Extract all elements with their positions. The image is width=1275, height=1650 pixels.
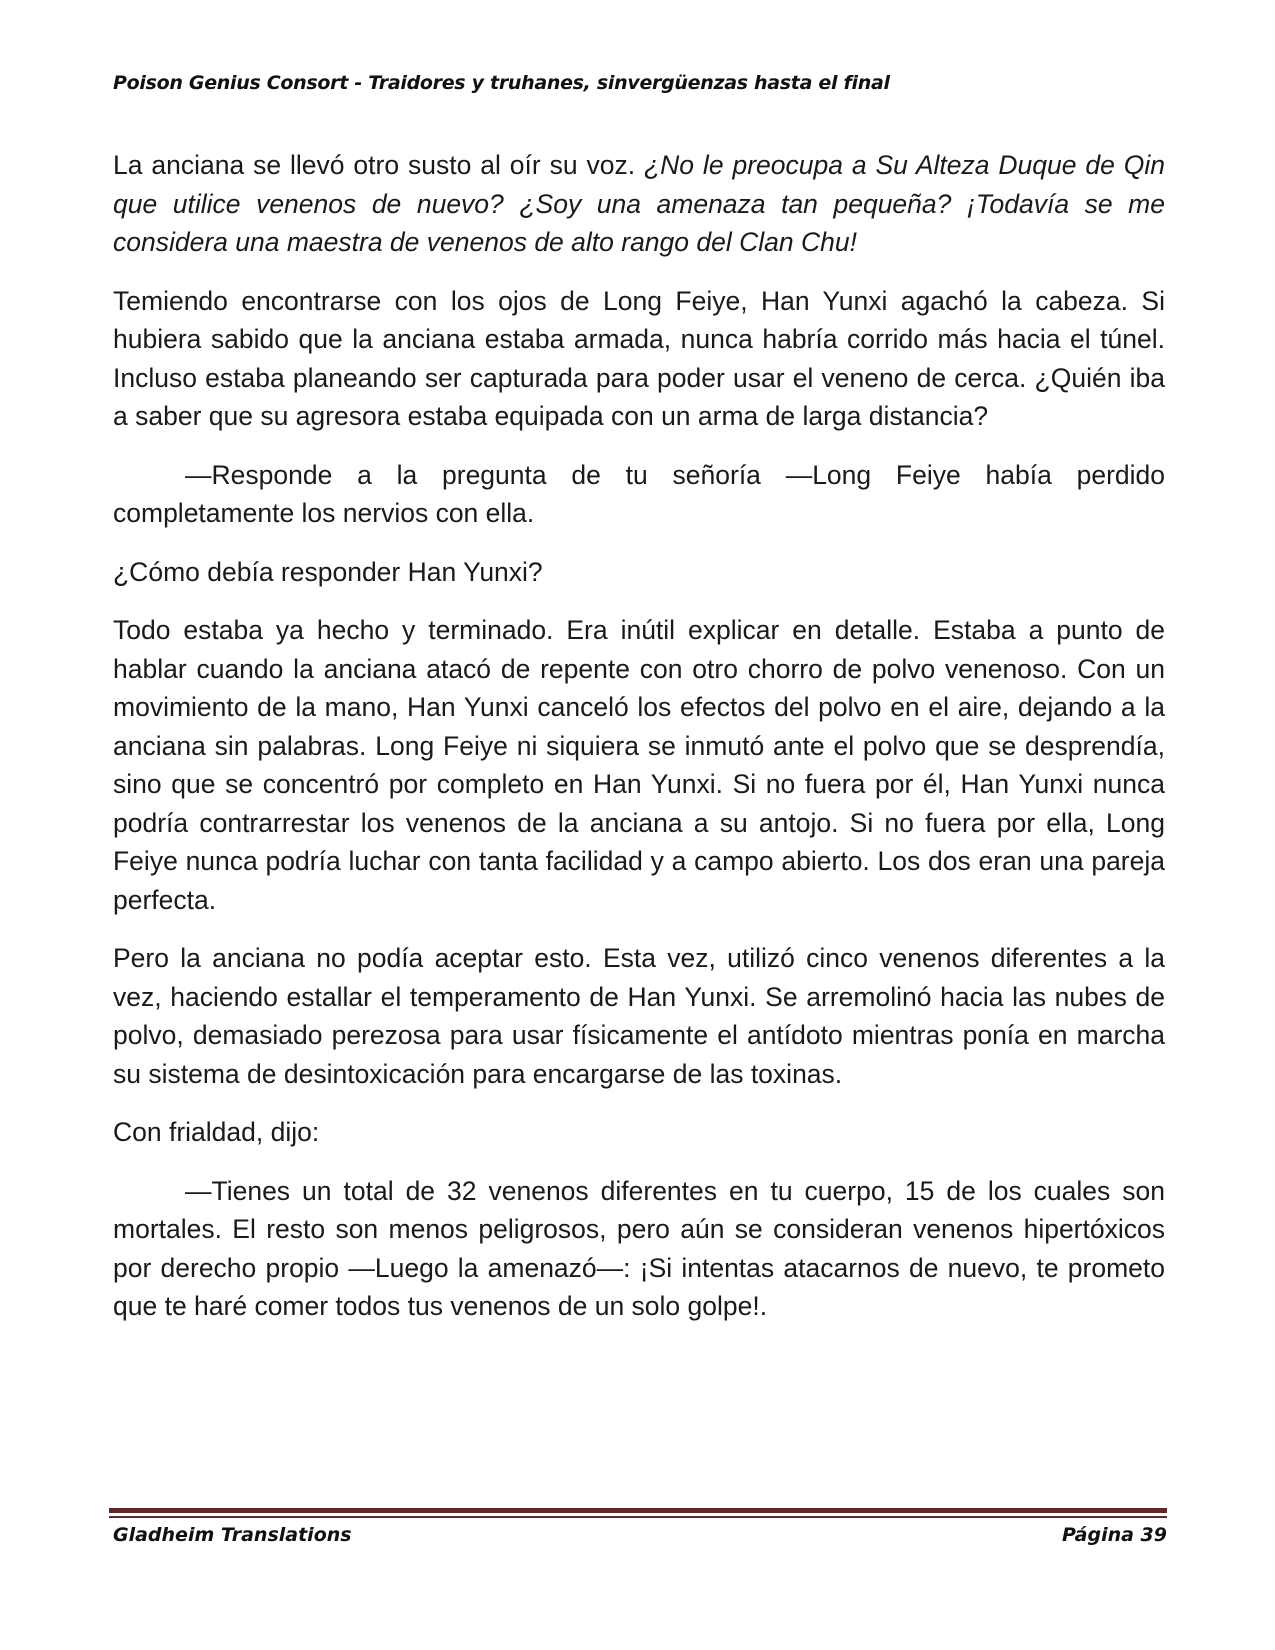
page-body [113, 146, 1165, 1346]
paragraph-7: Con frialdad, dijo: [113, 1117, 320, 1147]
paragraph-1 [113, 146, 1165, 262]
footer-page-number: Página 39 [1061, 1524, 1167, 1546]
paragraph-2: Temiendo encontrarse con los ojos de Long Feiye, Han Yunxi agachó la cabeza. Si hubiera sabido que la anciana estaba armada, nunca habría corrido más hacia el túnel. Incluso estaba planeando ser capturada para poder usar el veneno de cerca. ¿Quién iba a saber que su agresora estaba equipada con un arma de larga distancia? [113, 285, 1165, 431]
paragraph-5: Todo estaba ya hecho y terminado. Era inútil explicar en detalle. Estaba a punto de hablar cuando la anciana atacó de repente con otro chorro de polvo venenoso. Con un movimiento de la mano, Han Yunxi canceló los efectos del polvo en el aire, dejando a la anciana sin palabras. Long Feiye ni siquiera se inmutó ante el polvo que se desprendía, sino que se concentró por completo en Han Yunxi. Si no fuera por él, Han Yunxi nunca podría contrarrestar los venenos de la anciana a su antojo. Si no fuera por ella, Long Feiye nunca podría luchar con tanta facilidad y a campo abierto. Los dos eran una pareja perfecta. [113, 615, 1165, 915]
paragraph-6: Pero la anciana no podía aceptar esto. Esta vez, utilizó cinco venenos diferentes a la vez, haciendo estallar el temperamento de Han Yunxi. Se arremolinó hacia las nubes de polvo, demasiado perezosa para usar físicamente el antídoto mientras ponía en marcha su sistema de desintoxicación para encargarse de las toxinas. [113, 943, 1165, 1089]
footer-divider [109, 1508, 1167, 1513]
page-header-title: Poison Genius Consort - Traidores y truhanes, sinvergüenzas hasta el final [113, 72, 890, 94]
paragraph-1-thought: ¿No le preocupa a Su Alteza Duque de Qin que utilice venenos de nuevo? ¿Soy una amenaza tan pequeña? ¡Todavía se me considera una maestra de venenos de alto rango del Clan Chu! [113, 150, 1166, 257]
paragraph-8-dialogue: —Tienes un total de 32 venenos diferentes en tu cuerpo, 15 de los cuales son mortales. El resto son menos peligrosos, pero aún se consideran venenos hipertóxicos por derecho propio —Luego la amenazó—: ¡Si intentas atacarnos de nuevo, te prometo que te haré comer todos tus venenos de un solo golpe!. [113, 1175, 1165, 1321]
paragraph-1-text: La anciana se llevó otro susto al oír su voz. [113, 150, 644, 180]
footer-publisher: Gladheim Translations [113, 1524, 352, 1546]
footer-divider-thin [109, 1516, 1167, 1518]
paragraph-3-dialogue: —Responde a la pregunta de tu señoría —Long Feiye había perdido completamente los nervios con ella. [113, 459, 1165, 528]
paragraph-4: ¿Cómo debía responder Han Yunxi? [113, 556, 543, 587]
